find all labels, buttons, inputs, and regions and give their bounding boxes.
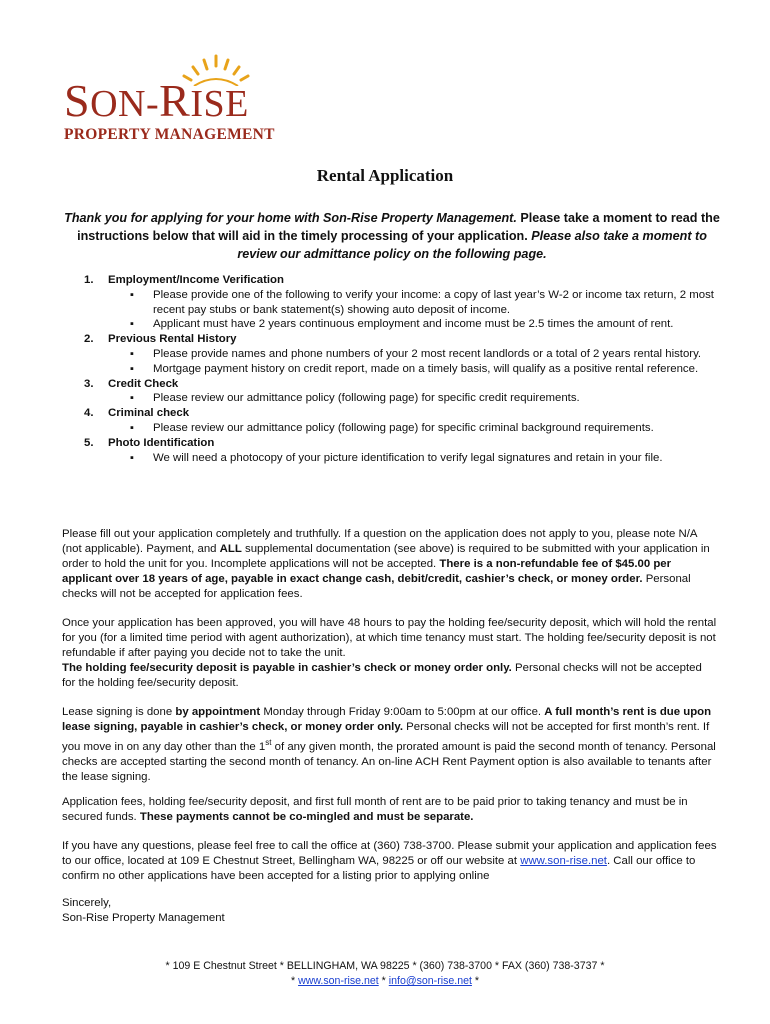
step-heading: Employment/Income Verification <box>108 274 284 286</box>
intro-paragraph: Thank you for applying for your home with Son-Rise Property Management. Please take a moment to read the instructions below that will aid in the timely processing of your application. Please also take a moment to review our admittance policy on the following page. <box>64 211 720 261</box>
step-heading: Credit Check <box>108 377 179 390</box>
company-logo <box>64 52 294 152</box>
footer-website-link[interactable]: www.son-rise.net <box>298 975 379 987</box>
footer-email-link[interactable]: info@son-rise.net <box>388 975 472 987</box>
lease-paragraph: Lease signing is done by appointment Monday through Friday 9:00am to 5:00pm at our office. A full month’s rent is due upon lease signing, payable in cashier’s check, or money order only. Personal checks will not be accepted for first month’s rent. If you move in on any day other than the 1st of any given month, the prorated amount is paid the second month of tenancy. Personal checks are accepted starting the second month of tenancy. An on-line ACH Rent Payment option is also available to tenants after the lease signing. <box>62 706 716 783</box>
list-item: 2. Previous Rental History ▪ Please provide names and phone numbers of your 2 most recent landlords or a total of 2 years rental history. ▪ Mortgage payment history on credit report, made on a timely basis, will qualify as a positive rental reference. <box>62 332 722 376</box>
bullet-item: ▪ Please review our admittance policy (following page) for specific credit requirements. <box>108 391 722 406</box>
funds-paragraph: Application fees, holding fee/security deposit, and first full month of rent are to be paid prior to taking tenancy and must be in secured funds. These payments cannot be co-mingled and must be separate. <box>62 796 688 823</box>
list-item: 5. Photo Identification ▪ We will need a photocopy of your picture identification to verify legal signatures and retain in your file. <box>62 436 722 466</box>
step-heading: Previous Rental History <box>108 333 237 346</box>
closing: Sincerely, Son-Rise Property Management <box>62 897 225 924</box>
bullet-item: ▪ We will need a photocopy of your picture identification to verify legal signatures and retain in your file. <box>108 451 722 466</box>
deposit-paragraph: Once your application has been approved, you will have 48 hours to pay the holding fee/security deposit, which will hold the rental for you (for a limited time period with agent authorization), at which time tenancy must start. The holding fee/security deposit is not refundable if after paying you decide not to take the unit. The holding fee/security deposit is payable in cashier’s check or money order only. Personal checks will not be accepted for the holding fee/security deposit. <box>62 617 717 689</box>
list-item: 3. Credit Check ▪ Please review our admittance policy (following page) for specific credit requirements. <box>62 377 722 407</box>
bullet-item: ▪ Please review our admittance policy (following page) for specific criminal background requirements. <box>108 421 722 436</box>
bullet-item: ▪ Please provide one of the following to verify your income: a copy of last year’s W-2 or income tax return, 2 most recent pay stubs or bank statement(s) showing auto deposit of income. <box>108 288 722 318</box>
footer-address: * 109 E Chestnut Street * BELLINGHAM, WA 98225 * (360) 738-3700 * FAX (360) 738-3737 * <box>165 960 605 972</box>
bullet-item: ▪ Applicant must have 2 years continuous employment and income must be 2.5 times the amount of rent. <box>108 317 722 332</box>
bullet-item: ▪ Please provide names and phone numbers of your 2 most recent landlords or a total of 2 years rental history. <box>108 347 722 362</box>
step-heading: Criminal check <box>108 407 190 420</box>
application-paragraph: Please fill out your application completely and truthfully. If a question on the application does not apply to you, please note N/A (not applicable). Payment, and ALL supplemental documentation (see above) is required to be submitted with your application in order to hold the unit for you. Incomplete applications will not be accepted. There is a non-refundable fee of $45.00 per applicant over 18 years of age, payable in exact change cash, debit/credit, cashier’s check, or money order. Personal checks will not be accepted for application fees. <box>62 528 710 600</box>
contact-paragraph: If you have any questions, please feel free to call the office at (360) 738-3700. Please submit your application and application fees to our office, located at 109 E Chestnut Street, Bellingham WA, 98225 or off our website at www.son-rise.net. Call our office to confirm no other applications have been accepted for a listing prior to applying online <box>62 840 717 882</box>
logo-subtitle: PROPERTY MANAGEMENT <box>64 126 275 143</box>
list-item: 4. Criminal check ▪ Please review our admittance policy (following page) for specific criminal background requirements. <box>62 406 722 436</box>
step-heading: Photo Identification <box>108 436 215 449</box>
list-item: 1. Employment/Income Verification ▪ Please provide one of the following to verify your income: a copy of last year’s W-2 or income tax return, 2 most recent pay stubs or bank statement(s) showing auto deposit of income. ▪ Applicant must have 2 years continuous employment and income must be 2.5 times the amount of rent. <box>62 273 722 332</box>
footer-links: * www.son-rise.net * info@son-rise.net * <box>290 975 480 987</box>
instructions-list <box>62 273 722 465</box>
website-link[interactable]: www.son-rise.net <box>520 855 607 867</box>
page-title: Rental Application <box>316 166 454 185</box>
bullet-item: ▪ Mortgage payment history on credit report, made on a timely basis, will qualify as a positive rental reference. <box>108 362 722 377</box>
footer <box>0 959 770 989</box>
logo-wordmark: SON-RISE <box>64 75 249 126</box>
